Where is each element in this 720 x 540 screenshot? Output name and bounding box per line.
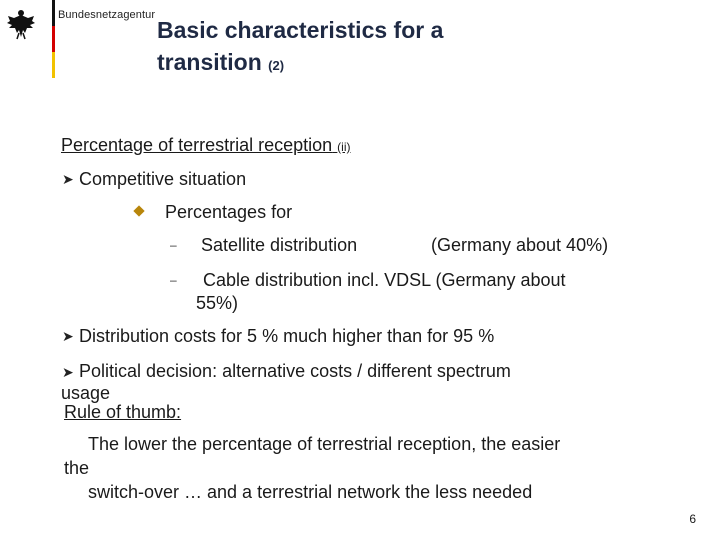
rule-line3: switch-over … and a terrestrial network the less needed (88, 482, 533, 502)
page-number: 6 (689, 512, 696, 526)
title-suffix: (2) (268, 58, 285, 73)
bullet-satellite: Satellite distribution (201, 235, 358, 255)
bullet-percentages-for: Percentages for (165, 202, 293, 222)
bullet-competitive: Competitive situation (79, 169, 247, 189)
federal-eagle-icon (6, 6, 36, 40)
arrow-bullet-icon: ➤ (62, 364, 74, 380)
bullet-political-line2: usage (61, 383, 111, 403)
dash-bullet-icon: – (170, 273, 177, 287)
slide-title (157, 14, 443, 82)
bullet-political-line1: Political decision: alternative costs / different spectrum (79, 361, 511, 381)
rule-heading: Rule of thumb: (64, 402, 182, 422)
bullet-cable-line1: Cable distribution incl. VDSL (Germany about (203, 270, 566, 290)
bullet-cable-line2: 55%) (196, 293, 239, 313)
flag-bar-black (52, 0, 55, 26)
dash-bullet-icon: – (170, 238, 177, 252)
section-heading-suffix: (ii) (337, 140, 351, 154)
flag-bar-red (52, 26, 55, 52)
title-line-2: transition (2) (157, 49, 285, 75)
diamond-bullet-icon (133, 205, 144, 216)
flag-bar-gold (52, 52, 55, 78)
rule-line2: the (64, 458, 90, 478)
bullet-distribution-costs: Distribution costs for 5 % much higher than for 95 % (79, 326, 495, 346)
title-line-1: Basic characteristics for a (157, 17, 444, 43)
org-name: Bundesnetzagentur (58, 9, 156, 21)
arrow-bullet-icon: ➤ (62, 328, 74, 344)
section-heading: Percentage of terrestrial reception (ii) (61, 135, 351, 155)
rule-line1: The lower the percentage of terrestrial reception, the easier (88, 434, 561, 454)
satellite-note: (Germany about 40%) (431, 235, 609, 255)
arrow-bullet-icon: ➤ (62, 171, 74, 187)
